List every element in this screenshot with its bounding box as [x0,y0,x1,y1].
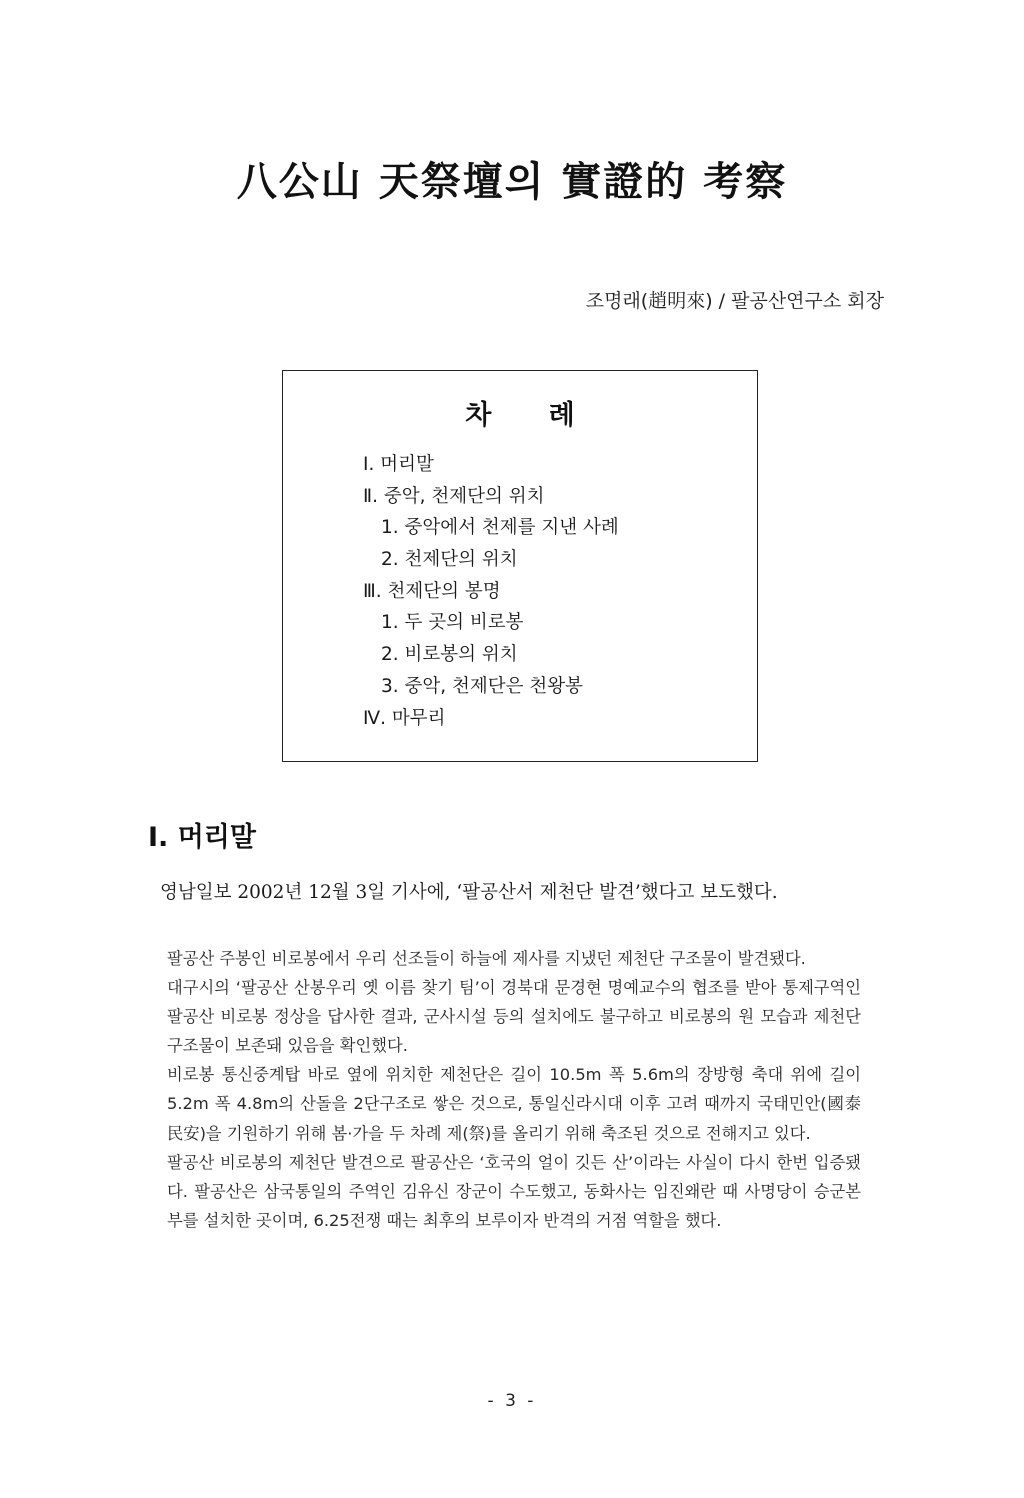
toc-item: 2. 비로봉의 위치 [381,644,518,666]
quote-paragraph: 팔공산 주봉인 비로봉에서 우리 선조들이 하늘에 제사를 지냈던 제천단 구조물이 발견됐다. [167,949,806,968]
toc-item: Ⅰ. 머리말 [363,454,434,475]
page-title: 八公山 天祭壇의 實證的 考察 [236,158,788,205]
table-of-contents-box [282,370,758,762]
quote-paragraph: 대구시의 ‘팔공산 산봉우리 옛 이름 찾기 팀’이 경북대 문경현 명예교수의 협조를 받아 통제구역인 팔공산 비로봉 정상을 답사한 결과, 군사시설 등의 설치에도 불구하고 비로봉의 원 모습과 제천단 구조물이 보존돼 있음을 확인했다. [167,978,861,1056]
toc-item: Ⅲ. 천제단의 봉명 [363,580,501,602]
toc-list [363,449,619,734]
section-heading: Ⅰ. 머리말 [148,822,256,853]
page-number: - 3 - [487,1391,537,1411]
quoted-article [167,944,861,1235]
toc-item: 2. 천제단의 위치 [381,549,518,571]
toc-item: Ⅱ. 중악, 천제단의 위치 [363,485,545,507]
toc-item: 3. 중악, 천제단은 천왕봉 [381,675,584,697]
intro-paragraph: 영남일보 2002년 12월 3일 기사에, ‘팔공산서 제천단 발견’했다고 보도했다. [160,882,778,903]
toc-item: Ⅳ. 마무리 [363,707,446,729]
quote-paragraph: 팔공산 비로봉의 제천단 발견으로 팔공산은 ‘호국의 얼이 깃든 산’이라는 사실이 다시 한번 입증됐다. 팔공산은 삼국통일의 주역인 김유신 장군이 수도했고, 동화사는 임진왜란 때 사명당이 승군본부를 설치한 곳이며, 6.25전쟁 때는 최후의 보루이자 반격의 거점 역할을 했다. [167,1152,861,1230]
quote-paragraph: 비로봉 통신중계탑 바로 옆에 위치한 제천단은 길이 10.5m 폭 5.6m의 장방형 축대 위에 길이 5.2m 폭 4.8m의 산돌을 2단구조로 쌓은 것으로, 통일신라시대 이후 고려 때까지 국태민안(國泰民安)을 기원하기 위해 봄·가을 두 차례 제(祭)를 올리기 위해 축조된 것으로 전해지고 있다. [167,1065,861,1143]
author-line: 조명래(趙明來) / 팔공산연구소 회장 [585,290,884,312]
toc-item: 1. 중악에서 천제를 지낸 사례 [381,517,619,539]
toc-heading: 차 례 [465,400,575,431]
toc-item: 1. 두 곳의 비로봉 [381,612,524,634]
